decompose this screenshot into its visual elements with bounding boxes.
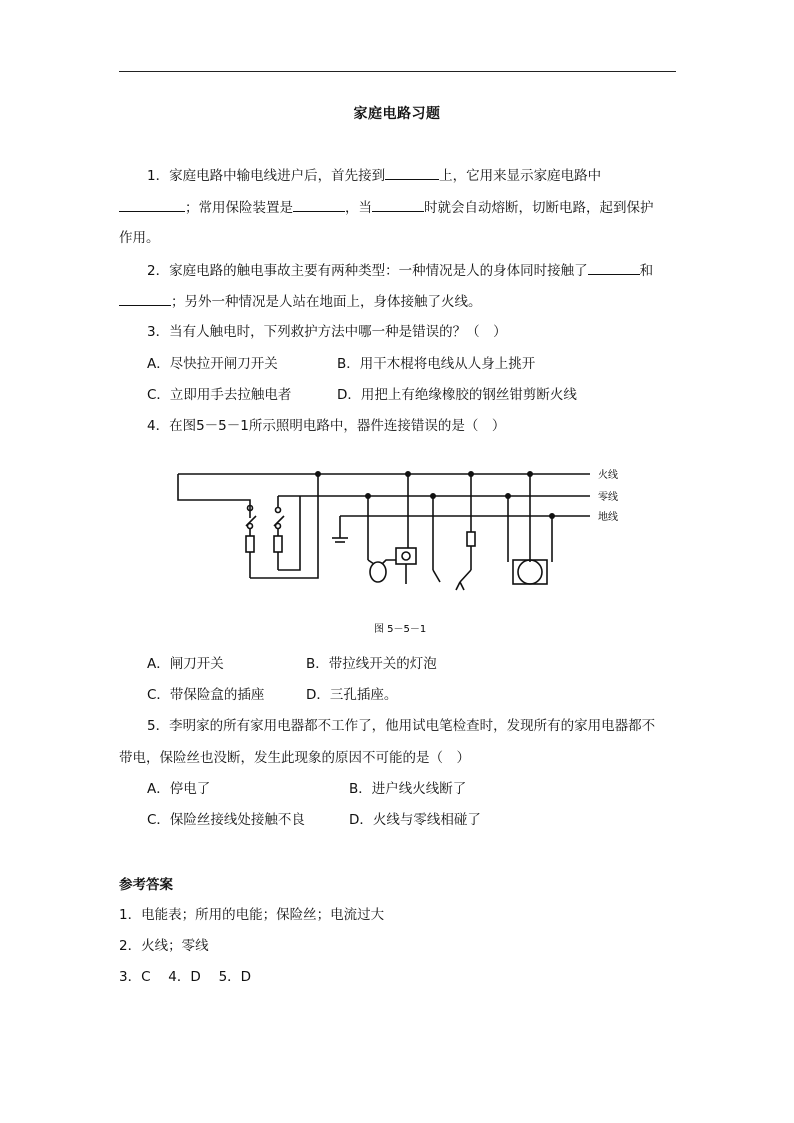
q5-option-d: D．火线与零线相碰了 [349,812,481,828]
q1-line-3: 作用。 [119,230,160,246]
blank [119,292,171,306]
q5-line-1: 5．李明家的所有家用电器都不工作了，他用试电笔检查时，发现所有的家用电器都不 [147,718,656,734]
q4-option-d: D．三孔插座。 [306,687,398,703]
label-live: 火线 [598,470,618,481]
answer-2: 2．火线；零线 [119,938,209,954]
q5-option-c: C．保险丝接线处接触不良 [147,812,305,828]
q3-option-c: C．立即用手去拉触电者 [147,387,292,403]
q1-line-2: ；常用保险装置是 ，当 时就会自动熔断，切断电路，起到保护 [119,198,654,217]
blank [385,166,439,180]
header-rule [119,71,676,72]
label-neutral: 零线 [598,492,618,503]
answer-3: 3．C 4．D 5．D [119,969,252,985]
q4-option-a: A．闸刀开关 [147,656,224,672]
answers-heading: 参考答案 [119,877,173,893]
q3-option-d: D．用把上有绝缘橡胶的钢丝钳剪断火线 [337,387,577,403]
q2-line-2: ；另外一种情况是人站在地面上，身体接触了火线。 [119,292,482,311]
blank [119,198,185,212]
answer-1: 1．电能表；所用的电能；保险丝；电流过大 [119,907,385,923]
q4-option-b: B．带拉线开关的灯泡 [306,656,437,672]
circuit-diagram [160,460,630,640]
q4-option-c: C．带保险盒的插座 [147,687,265,703]
q4-stem: 4．在图5－5－1所示照明电路中，器件连接错误的是（ ） [147,418,506,434]
figure-caption: 图 5－5－1 [374,624,427,635]
blank [293,198,345,212]
q3-option-a: A．尽快拉开闸刀开关 [147,356,278,372]
q5-option-b: B．进户线火线断了 [349,781,467,797]
q5-option-a: A．停电了 [147,781,211,797]
label-ground: 地线 [598,512,618,523]
blank [372,198,424,212]
q3-stem: 3．当有人触电时，下列救护方法中哪一种是错误的？（ ） [147,324,507,340]
q5-line-2: 带电，保险丝也没断，发生此现象的原因不可能的是（ ） [119,750,470,766]
blank [588,261,640,275]
page-title: 家庭电路习题 [353,106,441,122]
q3-option-b: B．用干木棍将电线从人身上挑开 [337,356,536,372]
q1-line-1: 1．家庭电路中输电线进户后，首先接到 上，它用来显示家庭电路中 [147,168,602,184]
q2-line-1: 2．家庭电路的触电事故主要有两种类型：一种情况是人的身体同时接触了 和 [147,263,654,279]
